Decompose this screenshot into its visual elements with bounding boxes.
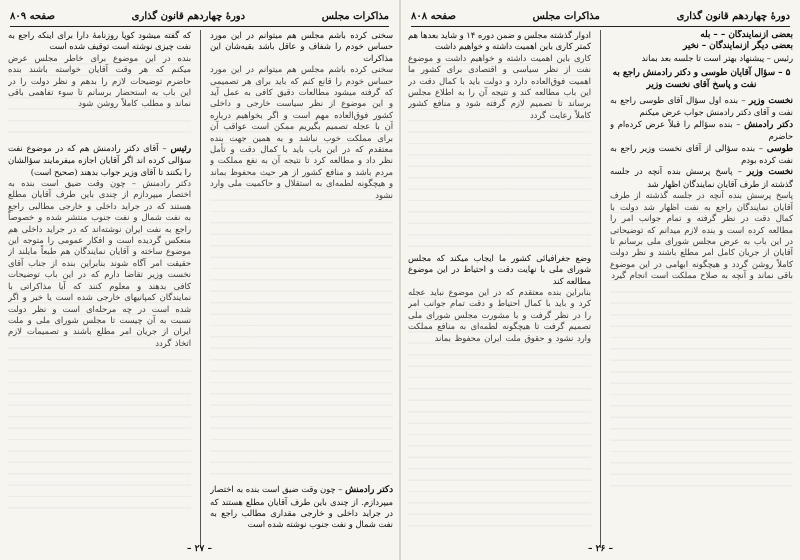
- right-h2: بعضی دیگر ازنمایندگان – نخیر: [683, 41, 793, 52]
- left-col-a-para: – چون وقت ضیق است بنده به اختصار میپردازم. از چندی باین طرف آقایان مطلع هستند که در جراید داخلی و خارجی مقداری مطالب راجع به نفت شمال و نفت جنوب نوشته شده است: [210, 484, 393, 530]
- right-col-a-para: – پاسخ پرسش بنده آنچه در جلسه گذشته از طرف آقایان نمایندگان اظهار شد: [610, 166, 793, 189]
- right-col-a-body: پاسخ پرسش بنده آنچه در جلسه گذشته از طرف آقایان نمایندگان راجع به نفت اظهار شد دولت با کمال دقت در نظر گرفته و تمام جوانب امر را مطالعه کرده است و بنده لازم میدانم که توضیحاتی در این باب به عرض مجلس شورای ملی برسانم تا آقایان از جریان کامل امر مطلع باشند و نظر دولت کاملاً روشن گردد و هیچگونه ابهامی در این موضوع باقی نماند و آنچه به صلاح مملکت است انجام گیرد: [610, 190, 793, 490]
- section-title: ۵ – سؤال آقایان طوسی و دکتر رادمنش راجع به نفت و پاسخ آقای نخست وزیر: [612, 68, 791, 90]
- right-page-title: مذاکرات مجلس: [532, 10, 600, 22]
- left-column-rule: [200, 30, 201, 548]
- right-column-left: [408, 30, 591, 548]
- left-page: [0, 0, 399, 560]
- left-page-number: – ۲۷ –: [187, 544, 212, 554]
- right-col-b-intro: ادوار گذشته مجلس و ضمن دوره ۱۴ و شاید بعدها هم کمتر کاری باین اهمیت داشته و خواهیم داشت: [408, 30, 591, 52]
- right-h1: بعضی ازنمایندگان – – بله: [700, 30, 793, 40]
- left-col-a-body: سخنی کرده باشم مجلس هم میتوانم در این مورد حساس خودم را قانع کنم که باید برای هر تصمیمی که گرفته میشود مطالعات دقیق کافی به عمل آید و این موضوع از نظر سیاست خارجی و داخلی کشور فوق‌العاده مهم است و اگر بخواهیم درباره آن با عجله تصمیم بگیریم ممکن است عواقب آن برای مملکت خوب نباشد و به همین جهت بنده معتقدم که در این باب باید با کمال دقت و تأمل نظر داد و مطالعه کرد تا نتیجه آن به نفع مملکت و مردم باشد و منافع کشور از هر حیث محفوظ بماند و هیچگونه لطمه‌ای به استقلال و حاکمیت ملی وارد نشود: [210, 64, 393, 484]
- right-speaker-pm-1: نخست وزیر: [748, 96, 793, 107]
- right-page-number: – ۲۶ –: [588, 544, 613, 554]
- right-col-b-para: وضع جغرافیائی کشور ما ایجاب میکند که مجلس شورای ملی با نهایت دقت و احتیاط در این موضوع مطالعه کند: [408, 252, 591, 286]
- right-speaker-radmanesh: دکتر رادمنش: [744, 119, 793, 130]
- right-column-rule: [600, 30, 601, 548]
- left-page-subtitle: مذاکرات مجلس: [321, 10, 389, 22]
- left-col-b-para: – آقای دکتر رادمنش هم که در موضوع نفت سؤالی کرده اند اگر آقایان اجازه میفرمایند سؤالشان را بکنند تا آقای وزیر جواب بدهند: [8, 142, 191, 177]
- right-line3: – بنده سؤالم را قبلاً عرض کرده‌ام و حاضرم: [610, 118, 793, 142]
- right-speaker-pm-2: نخست وزیر: [747, 167, 793, 178]
- left-column-right: [210, 30, 393, 548]
- left-col-a-intro: سخنی کرده باشم مجلس هم میتوانم در این مورد حساس خودم را شفاف و عاقل باشد بقیه‌شان این مذاکرات: [210, 30, 393, 63]
- right-speaker-tousi: طوسی: [766, 143, 793, 154]
- left-col-b-body-2: دکتر رادمنش – چون وقت ضیق است بنده به اختصار میپردازم از چندی باین طرف آقایان مطلع هستند که در جراید داخلی و خارجی مطالبی راجع به نفت شمال و نفت جنوب منتشر شده و خصوصاً راجع به نفت ایران نوشته‌اند که در جراید داخلی هم منعکس گردیده است و افکار عمومی را متوجه این موضوع ساخته و آقایان نمایندگان هم طبعاً مایلند از حقیقت امر آگاه شوند بنابراین بنده از جناب آقای نخست وزیر تقاضا دارم که در این باب توضیحات کافی بدهند و معلوم کنند که آیا مذاکراتی با نمایندگان کمپانیهای خارجی شده است یا خیر و اگر شده است در چه مرحله‌ای است و نظر دولت نسبت به آن چیست تا مجلس شورای ملی و ملت ایران از جریان امر مطلع باشند و تصمیمات لازم اتخاذ گردد: [8, 178, 191, 518]
- right-column-right: [610, 30, 793, 548]
- right-page: [401, 0, 800, 560]
- left-speaker-radmanesh: دکتر رادمنش: [345, 485, 393, 496]
- right-line4: – بنده سؤالی از آقای نخست وزیر راجع به نفت کرده بودم: [610, 142, 793, 166]
- left-page-title: دورهٔ چهاردهم قانون گذاری: [131, 10, 246, 22]
- right-line1: رئیس – پیشنهاد بهتر است تا جلسه بعد بماند: [641, 52, 793, 63]
- left-page-label: صفحه ۸۰۹: [10, 10, 55, 22]
- right-col-b-body-1: کاری باین اهمیت داشته و خواهیم داشت و موضوع نفت از نظر سیاسی و اقتصادی برای کشور ما اهمیت فوق‌العاده دارد و دولت باید با کمال دقت در این باب مطالعه کند و نتیجه آن را به اطلاع مجلس برساند تا تصمیم لازم گرفته شود و منافع کشور کاملاً رعایت گردد: [408, 53, 591, 253]
- right-line2: – بنده اول سؤال آقای طوسی راجع به نفت و آقای دکتر رادمنش جواب عرض میکنم: [610, 95, 793, 118]
- left-col-b-quote: (صحیح است): [30, 166, 78, 177]
- left-col-b-body-1: بنده در این موضوع برای خاطر مجلس عرض میکنم که هر وقت آقایان خواسته باشند بنده حاضرم توضیحات لازم را بدهم و نظر دولت را در این باب به استحضار برسانم تا سوء تفاهمی باقی نماند و مطلب کاملاً روشن شود: [8, 53, 191, 143]
- left-page-header: [10, 6, 389, 27]
- left-column-left: [8, 30, 191, 548]
- right-page-header: [411, 6, 790, 27]
- right-page-subtitle: دورهٔ چهاردهم قانون گذاری: [676, 10, 790, 22]
- left-col-b-intro: که گفته میشود کوپا روزنامهٔ دارا برای اینکه راجع به نفت چیزی نوشته است توقیف شده است: [8, 30, 191, 52]
- right-page-label: صفحه ۸۰۸: [411, 10, 456, 22]
- left-speaker-president: رئیس: [170, 143, 191, 154]
- right-col-b-body-2: بنابراین بنده معتقدم که در این موضوع نباید عجله کرد و باید با کمال احتیاط و دقت تمام جوانب امر را در نظر گرفت و با مشورت مجلس شورای ملی تصمیم گرفت تا هیچگونه لطمه‌ای به منافع مملکت وارد نشود و حقوق ملت ایران محفوظ بماند: [408, 287, 591, 527]
